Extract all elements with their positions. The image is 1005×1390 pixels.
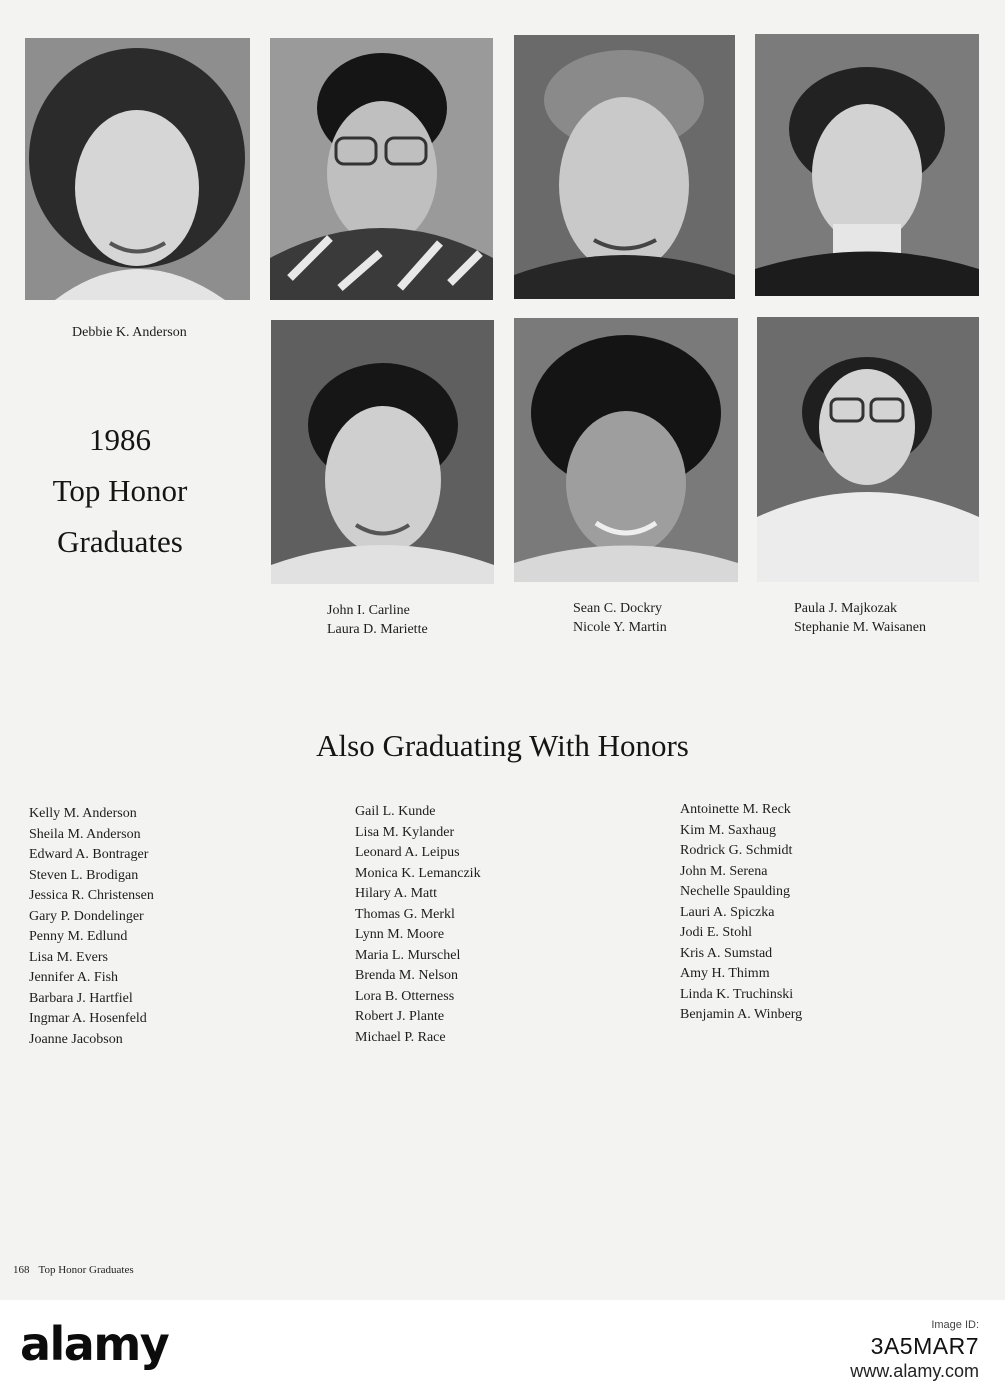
caption-nicole-martin: Nicole Y. Martin xyxy=(573,620,667,635)
image-id-label: Image ID: xyxy=(931,1319,979,1331)
portrait-photo-debbie-anderson xyxy=(25,38,250,300)
list-item: Kim M. Saxhaug xyxy=(680,822,777,838)
list-item: Thomas G. Merkl xyxy=(355,906,455,922)
caption-col2 xyxy=(327,601,428,639)
list-item: Barbara J. Hartfiel xyxy=(29,990,133,1006)
list-item: Benjamin A. Winberg xyxy=(680,1007,803,1022)
list-item: Sheila M. Anderson xyxy=(29,826,141,842)
list-item: Lisa M. Kylander xyxy=(355,824,455,840)
list-item: Jennifer A. Fish xyxy=(29,970,119,985)
watermark-url: www.alamy.com xyxy=(850,1361,979,1381)
list-item: Michael P. Race xyxy=(355,1029,446,1045)
top-honor-title xyxy=(20,414,220,567)
portrait-photo-stephanie-waisanen xyxy=(757,317,979,582)
portrait-photo-laura-mariette xyxy=(271,320,494,584)
list-item: Amy H. Thimm xyxy=(680,966,770,981)
caption-debbie-anderson: Debbie K. Anderson xyxy=(72,325,187,340)
title-year: 1986 xyxy=(89,422,151,457)
caption-paula-majkozak: Paula J. Majkozak xyxy=(794,601,898,616)
list-item: Ingmar A. Hosenfeld xyxy=(29,1011,147,1026)
list-item: Rodrick G. Schmidt xyxy=(680,843,793,858)
list-item: Monica K. Lemanczik xyxy=(355,865,481,881)
list-item: Kris A. Sumstad xyxy=(680,945,773,961)
list-item: Leonard A. Leipus xyxy=(355,845,460,860)
honors-list-col3 xyxy=(680,800,802,1026)
honors-heading: Also Graduating With Honors xyxy=(316,728,689,763)
list-item: John M. Serena xyxy=(680,863,768,879)
list-item: Steven L. Brodigan xyxy=(29,867,139,883)
page-number: 168 xyxy=(13,1264,30,1276)
list-item: Jodi E. Stohl xyxy=(680,925,752,940)
list-item: Lisa M. Evers xyxy=(29,949,108,965)
caption-col4 xyxy=(794,599,926,637)
list-item: Brenda M. Nelson xyxy=(355,968,459,983)
list-item: Lynn M. Moore xyxy=(355,927,445,942)
list-item: Joanne Jacobson xyxy=(29,1031,123,1047)
honors-list-col2 xyxy=(355,802,481,1048)
title-line-3: Graduates xyxy=(57,524,183,559)
image-id-code: 3A5MAR7 xyxy=(870,1333,979,1359)
page-footer xyxy=(13,1264,134,1276)
list-item: Maria L. Murschel xyxy=(355,947,461,963)
portrait-photo-nicole-martin xyxy=(514,318,738,582)
list-item: Nechelle Spaulding xyxy=(680,884,791,899)
portrait-photo-john-carline xyxy=(270,38,493,300)
list-item: Gary P. Dondelinger xyxy=(29,908,144,924)
portrait-photo-sean-dockry xyxy=(514,35,735,299)
list-item: Penny M. Edlund xyxy=(29,929,128,944)
title-line-2: Top Honor xyxy=(52,473,188,508)
list-item: Lauri A. Spiczka xyxy=(680,904,775,920)
caption-laura-mariette: Laura D. Mariette xyxy=(327,622,428,637)
image-id-block xyxy=(850,1318,979,1382)
list-item: Linda K. Truchinski xyxy=(680,986,794,1002)
list-item: Edward A. Bontrager xyxy=(29,847,149,862)
list-item: Jessica R. Christensen xyxy=(29,888,154,903)
list-item: Antoinette M. Reck xyxy=(680,802,791,817)
portrait-photo-paula-majkozak xyxy=(755,34,979,296)
caption-col3 xyxy=(573,599,667,637)
caption-sean-dockry: Sean C. Dockry xyxy=(573,601,663,616)
list-item: Gail L. Kunde xyxy=(355,804,436,819)
alamy-logo: alamy xyxy=(20,1317,169,1371)
list-item: Robert J. Plante xyxy=(355,1009,445,1024)
caption-john-carline: John I. Carline xyxy=(327,603,410,618)
list-item: Hilary A. Matt xyxy=(355,886,438,901)
caption-stephanie-waisanen: Stephanie M. Waisanen xyxy=(794,620,926,635)
list-item: Lora B. Otterness xyxy=(355,988,455,1004)
footer-section-title: Top Honor Graduates xyxy=(38,1264,134,1276)
honors-list-col1 xyxy=(29,804,154,1050)
list-item: Kelly M. Anderson xyxy=(29,806,137,821)
